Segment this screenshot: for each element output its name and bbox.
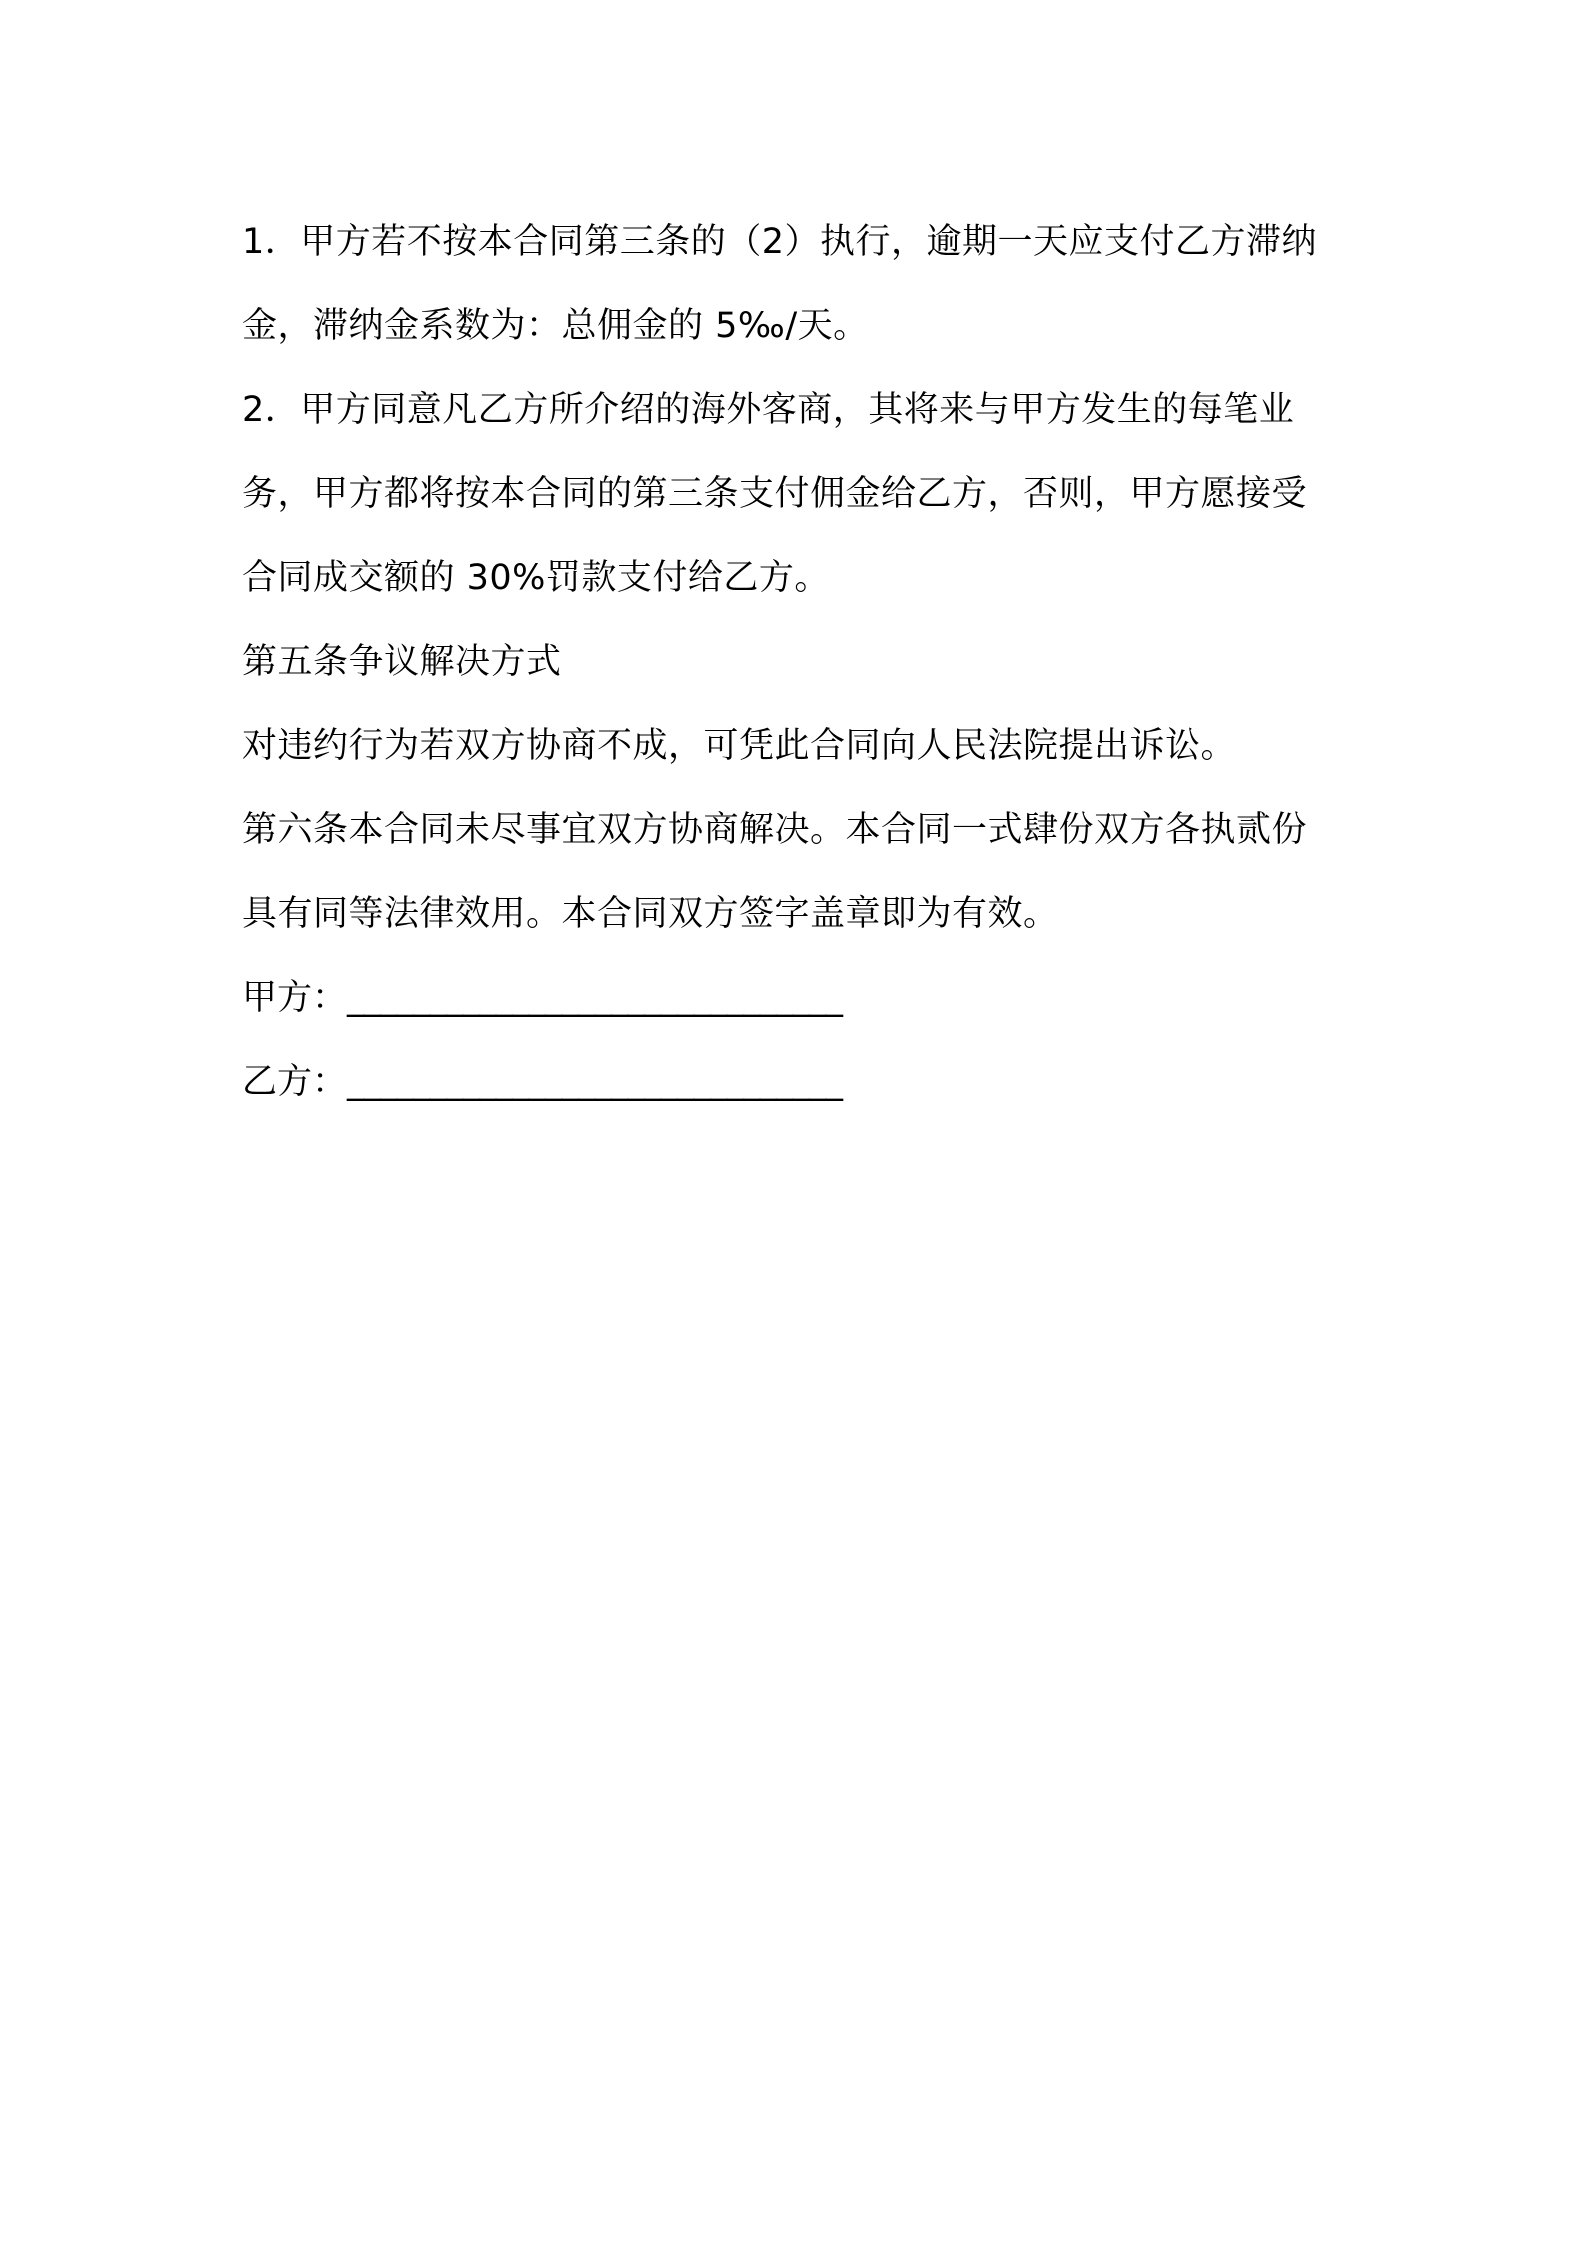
clause-6-line-1: 第六条本合同未尽事宜双方协商解决。本合同一式肆份双方各执贰份 bbox=[242, 810, 1308, 850]
clause-4-item-2-line-1: 2．甲方同意凡乙方所介绍的海外客商，其将来与甲方发生的每笔业 bbox=[242, 390, 1295, 430]
document-body bbox=[242, 200, 1362, 1124]
clause-4-item-2-line-3: 合同成交额的 30%罚款支付给乙方。 bbox=[242, 558, 830, 598]
party-a-label: 甲方： bbox=[242, 978, 348, 1018]
clause-5-text: 对违约行为若双方协商不成，可凭此合同向人民法院提出诉讼。 bbox=[242, 726, 1237, 766]
clause-4-item-2-line-2: 务，甲方都将按本合同的第三条支付佣金给乙方，否则，甲方愿接受 bbox=[242, 474, 1308, 514]
party-a-signature-line: ______________________________ bbox=[347, 978, 843, 1018]
clause-6-line-2: 具有同等法律效用。本合同双方签字盖章即为有效。 bbox=[242, 894, 1059, 934]
party-a-signature-row bbox=[242, 956, 1362, 1040]
clause-4-item-1-line-2: 金，滞纳金系数为：总佣金的 5‰/天。 bbox=[242, 306, 869, 346]
clause-5-heading: 第五条争议解决方式 bbox=[242, 642, 562, 682]
clause-4-item-1-line-1: 1．甲方若不按本合同第三条的（2）执行，逾期一天应支付乙方滞纳 bbox=[242, 222, 1318, 262]
party-b-label: 乙方： bbox=[242, 1062, 348, 1102]
party-b-signature-line: ______________________________ bbox=[347, 1062, 843, 1102]
party-b-signature-row bbox=[242, 1040, 1362, 1124]
